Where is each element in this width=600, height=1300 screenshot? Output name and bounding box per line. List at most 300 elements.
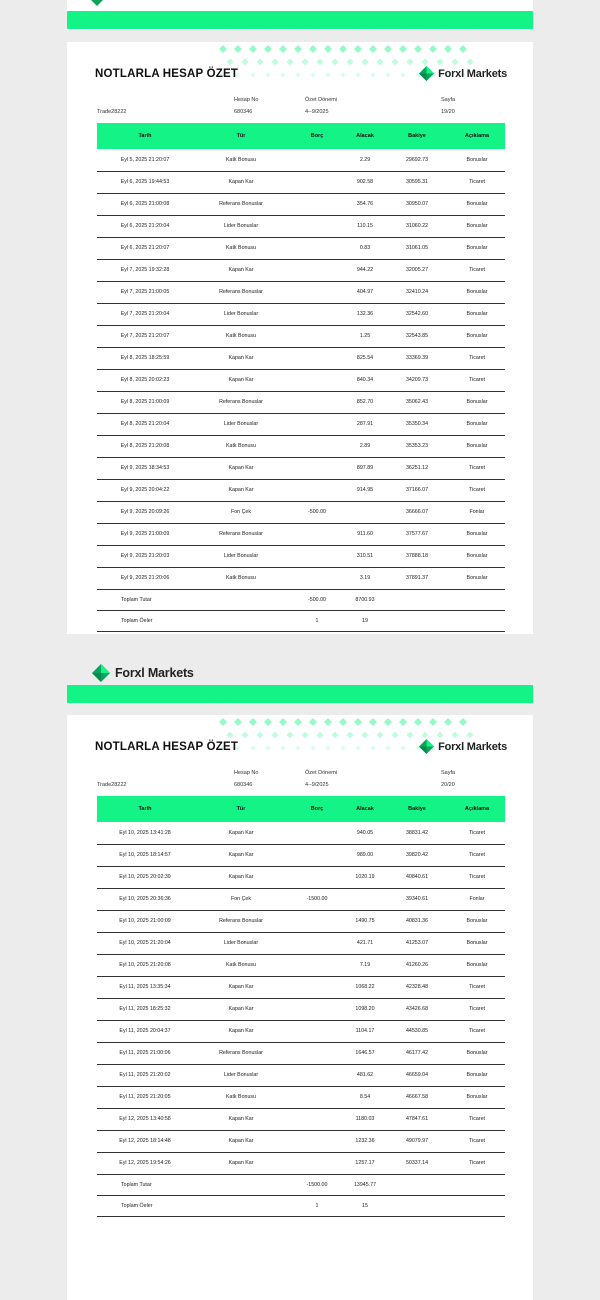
cell-date: Eyl 6, 2025 21:20:07 [97, 237, 193, 259]
empty-cell [385, 589, 449, 610]
cell-description: Bonuslar [449, 910, 505, 932]
table-row [97, 567, 505, 589]
diamond-shape [354, 718, 362, 726]
column-header-date: Tarih [97, 123, 193, 149]
page-title: NOTLARLA HESAP ÖZET [95, 68, 239, 80]
cell-description: Ticaret [449, 369, 505, 391]
account-label: Hesap No [234, 97, 259, 103]
forxl-logo-icon [419, 739, 434, 754]
cell-description: Bonuslar [449, 1086, 505, 1108]
table-row [97, 347, 505, 369]
column-header-credit: Alacak [345, 123, 385, 149]
cell-credit: 1232.36 [345, 1130, 385, 1152]
period-value: 4--9/2025 [305, 782, 329, 788]
cell-date: Eyl 10, 2025 20:02:39 [97, 866, 193, 888]
diamond-shape [317, 732, 324, 739]
diamond-shape [377, 59, 384, 66]
cell-balance: 35353.23 [385, 435, 449, 457]
table-row [97, 171, 505, 193]
table-row [97, 413, 505, 435]
diamond-shape [310, 745, 315, 750]
cell-description: Ticaret [449, 347, 505, 369]
table-row [97, 237, 505, 259]
diamond-shape [242, 59, 249, 66]
diamond-shape [325, 72, 330, 77]
cell-type: Kapan Kar [193, 1130, 289, 1152]
cell-type: Kapan Kar [193, 844, 289, 866]
cell-balance: 32543.85 [385, 325, 449, 347]
diamond-shape [437, 59, 444, 66]
empty-cell [449, 1195, 505, 1216]
cell-description: Bonuslar [449, 1064, 505, 1086]
total-count-row-debit: 1 [289, 1195, 345, 1216]
cell-description: Bonuslar [449, 303, 505, 325]
page-number: 20/20 [441, 782, 455, 788]
diamond-shape [369, 45, 377, 53]
column-header-date: Tarih [97, 796, 193, 822]
diamond-shape [459, 718, 467, 726]
cell-debit [289, 1064, 345, 1086]
cell-type: Kapan Kar [193, 866, 289, 888]
diamond-shape [294, 718, 302, 726]
table-row [97, 954, 505, 976]
total-amount-row-credit: 8700.93 [345, 589, 385, 610]
cell-description: Bonuslar [449, 954, 505, 976]
diamond-shape [279, 45, 287, 53]
cell-description: Bonuslar [449, 193, 505, 215]
cell-type: Katk Bonusu [193, 237, 289, 259]
cell-type: Referans Bonuslar [193, 1042, 289, 1064]
cell-type: Kapan Kar [193, 457, 289, 479]
cell-balance: 34209.73 [385, 369, 449, 391]
cell-balance: 37888.18 [385, 545, 449, 567]
diamond-shape [227, 59, 234, 66]
cell-type: Katk Bonusu [193, 435, 289, 457]
diamond-shape [219, 45, 227, 53]
cell-balance: 38831.42 [385, 822, 449, 844]
cell-credit: 897.89 [345, 457, 385, 479]
cell-balance: 46177.42 [385, 1042, 449, 1064]
diamond-shape [459, 45, 467, 53]
column-header-debit: Borç [289, 123, 345, 149]
cell-debit [289, 413, 345, 435]
total-count-row-credit: 15 [345, 1195, 385, 1216]
diamond-shape [467, 732, 474, 739]
cell-date: Eyl 12, 2025 13:40:58 [97, 1108, 193, 1130]
cell-credit: 911.60 [345, 523, 385, 545]
diamond-shape [392, 59, 399, 66]
diamond-shape [407, 59, 414, 66]
cell-date: Eyl 11, 2025 21:20:02 [97, 1064, 193, 1086]
diamond-shape [332, 59, 339, 66]
footer-green-bar [67, 685, 533, 703]
cell-debit [289, 1130, 345, 1152]
cell-debit [289, 193, 345, 215]
diamond-shape [250, 72, 255, 77]
table-row [97, 932, 505, 954]
table-row [97, 1108, 505, 1130]
logo-fragment-icon [91, 0, 103, 6]
cell-date: Eyl 6, 2025 19:44:53 [97, 171, 193, 193]
cell-type: Katk Bonusu [193, 325, 289, 347]
diamond-shape [234, 718, 242, 726]
table-row [97, 369, 505, 391]
cell-debit [289, 567, 345, 589]
diamond-shape [384, 718, 392, 726]
account-number: 680346 [234, 109, 253, 115]
diamond-shape [362, 59, 369, 66]
table-row [97, 457, 505, 479]
cell-credit: 310.51 [345, 545, 385, 567]
cell-description: Ticaret [449, 866, 505, 888]
cell-description: Bonuslar [449, 567, 505, 589]
table-header-row [97, 123, 505, 149]
empty-cell [193, 1174, 289, 1195]
diamond-shape [272, 732, 279, 739]
cell-debit [289, 523, 345, 545]
cell-description: Fonlar [449, 501, 505, 523]
cell-debit [289, 1108, 345, 1130]
diamond-shape [272, 59, 279, 66]
cell-debit [289, 171, 345, 193]
cell-type: Fon Çek [193, 501, 289, 523]
cell-description: Bonuslar [449, 523, 505, 545]
cell-balance: 49079.97 [385, 1130, 449, 1152]
cell-description: Bonuslar [449, 1042, 505, 1064]
cell-type: Lider Bonuslar [193, 303, 289, 325]
table-body [97, 149, 505, 631]
cell-balance: 32410.24 [385, 281, 449, 303]
cell-type: Katk Bonusu [193, 149, 289, 171]
cell-date: Eyl 8, 2025 20:02:23 [97, 369, 193, 391]
cell-credit: 989.00 [345, 844, 385, 866]
table-row [97, 1042, 505, 1064]
cell-credit: 404.97 [345, 281, 385, 303]
diamond-shape [385, 72, 390, 77]
empty-cell [193, 1195, 289, 1216]
cell-date: Eyl 8, 2025 18:25:59 [97, 347, 193, 369]
total-amount-row [97, 589, 505, 610]
total-amount-row-debit: -1500.00 [289, 1174, 345, 1195]
statement-page-19 [67, 42, 533, 680]
cell-balance: 43426.68 [385, 998, 449, 1020]
footer-logo [92, 664, 194, 682]
cell-balance: 33369.39 [385, 347, 449, 369]
diamond-shape [264, 45, 272, 53]
total-count-row-date: Toplam Öeler [97, 1195, 193, 1216]
cell-type: Katk Bonusu [193, 567, 289, 589]
forxl-logo-icon [92, 664, 110, 682]
diamond-shape [280, 745, 285, 750]
diamond-shape [437, 732, 444, 739]
cell-debit [289, 932, 345, 954]
table-row [97, 501, 505, 523]
cell-description: Bonuslar [449, 435, 505, 457]
cell-debit [289, 954, 345, 976]
cell-date: Eyl 7, 2025 19:32:28 [97, 259, 193, 281]
cell-description: Bonuslar [449, 149, 505, 171]
period-value: 4--9/2025 [305, 109, 329, 115]
cell-type: Kapan Kar [193, 998, 289, 1020]
diamond-shape [227, 732, 234, 739]
cell-description: Ticaret [449, 457, 505, 479]
table-row [97, 1130, 505, 1152]
cell-description: Bonuslar [449, 932, 505, 954]
total-count-row [97, 1195, 505, 1216]
cell-date: Eyl 9, 2025 21:00:09 [97, 523, 193, 545]
diamond-shape [340, 72, 345, 77]
diamond-shape [332, 732, 339, 739]
diamond-shape [355, 745, 360, 750]
diamond-shape [347, 732, 354, 739]
cell-balance: 42328.48 [385, 976, 449, 998]
cell-type: Kapan Kar [193, 259, 289, 281]
cell-type: Referans Bonuslar [193, 281, 289, 303]
cell-date: Eyl 10, 2025 18:14:57 [97, 844, 193, 866]
table-row [97, 215, 505, 237]
cell-date: Eyl 7, 2025 21:20:07 [97, 325, 193, 347]
page-label: Sayfa [441, 97, 456, 103]
column-header-type: Tür [193, 796, 289, 822]
cell-credit: 1104.17 [345, 1020, 385, 1042]
cell-type: Lider Bonuslar [193, 932, 289, 954]
diamond-shape [302, 59, 309, 66]
cell-debit [289, 822, 345, 844]
diamond-shape [467, 59, 474, 66]
account-number: 680346 [234, 782, 253, 788]
cell-description: Ticaret [449, 998, 505, 1020]
diamond-shape [400, 745, 405, 750]
cell-credit: 944.22 [345, 259, 385, 281]
cell-description: Ticaret [449, 1152, 505, 1174]
cell-date: Eyl 7, 2025 21:20:04 [97, 303, 193, 325]
cell-balance: 44530.85 [385, 1020, 449, 1042]
diamond-shape [317, 59, 324, 66]
cell-date: Eyl 7, 2025 21:00:05 [97, 281, 193, 303]
cell-type: Fon Çek [193, 888, 289, 910]
diamond-shape [287, 732, 294, 739]
table-row [97, 149, 505, 171]
diamond-shape [309, 45, 317, 53]
diamond-shape [325, 745, 330, 750]
cell-description: Ticaret [449, 1020, 505, 1042]
cell-credit: 1020.19 [345, 866, 385, 888]
brand-logo [419, 739, 507, 754]
table-body [97, 822, 505, 1216]
cell-debit [289, 1020, 345, 1042]
cell-debit [289, 391, 345, 413]
cell-date: Eyl 11, 2025 20:04:37 [97, 1020, 193, 1042]
cell-credit: 940.05 [345, 822, 385, 844]
table-row [97, 435, 505, 457]
cell-credit: 421.71 [345, 932, 385, 954]
diamond-shape [340, 745, 345, 750]
account-label: Hesap No [234, 770, 259, 776]
table-row [97, 822, 505, 844]
cell-debit [289, 369, 345, 391]
cell-debit [289, 1152, 345, 1174]
diamond-shape [370, 72, 375, 77]
cell-description: Bonuslar [449, 237, 505, 259]
table-row [97, 193, 505, 215]
table-row [97, 1064, 505, 1086]
cell-date: Eyl 8, 2025 21:20:08 [97, 435, 193, 457]
cell-credit: 8.54 [345, 1086, 385, 1108]
empty-cell [193, 610, 289, 631]
empty-cell [385, 1174, 449, 1195]
diamond-shape [339, 45, 347, 53]
cell-description: Ticaret [449, 259, 505, 281]
cell-balance: 46659.04 [385, 1064, 449, 1086]
cell-balance: 37577.67 [385, 523, 449, 545]
diamond-shape [429, 45, 437, 53]
empty-cell [385, 1195, 449, 1216]
total-amount-row-debit: -500.00 [289, 589, 345, 610]
cell-type: Kapan Kar [193, 479, 289, 501]
cell-credit: 287.91 [345, 413, 385, 435]
cell-description: Ticaret [449, 1130, 505, 1152]
diamond-shape [377, 732, 384, 739]
cell-balance: 32542.60 [385, 303, 449, 325]
diamond-shape [294, 45, 302, 53]
cell-date: Eyl 8, 2025 21:00:09 [97, 391, 193, 413]
table-row [97, 259, 505, 281]
cell-credit: 0.83 [345, 237, 385, 259]
footer-green-bar-top [67, 11, 533, 29]
cell-credit: 2.89 [345, 435, 385, 457]
diamond-shape [219, 718, 227, 726]
cell-debit [289, 215, 345, 237]
diamond-shape [354, 45, 362, 53]
cell-debit [289, 844, 345, 866]
cell-type: Kapan Kar [193, 1020, 289, 1042]
empty-cell [385, 610, 449, 631]
cell-balance: 40840.61 [385, 866, 449, 888]
diamond-shape [324, 718, 332, 726]
diamond-shape [250, 745, 255, 750]
table-row [97, 391, 505, 413]
total-amount-row-date: Toplam Tutar [97, 589, 193, 610]
diamond-shape [249, 45, 257, 53]
cell-balance: 35062.43 [385, 391, 449, 413]
cell-balance: 37166.07 [385, 479, 449, 501]
diamond-shape [444, 45, 452, 53]
cell-balance: 30950.07 [385, 193, 449, 215]
cell-credit: 110.15 [345, 215, 385, 237]
table-row [97, 325, 505, 347]
cell-credit: 902.58 [345, 171, 385, 193]
column-header-debit: Borç [289, 796, 345, 822]
diamond-shape [264, 718, 272, 726]
cell-balance: 29692.73 [385, 149, 449, 171]
diamond-shape [265, 72, 270, 77]
cell-credit [345, 501, 385, 523]
diamond-shape [362, 732, 369, 739]
cell-date: Eyl 5, 2025 21:20:07 [97, 149, 193, 171]
cell-debit [289, 866, 345, 888]
cell-date: Eyl 10, 2025 21:20:04 [97, 932, 193, 954]
empty-cell [449, 1174, 505, 1195]
user-id: Trade28222 [97, 782, 127, 788]
cell-balance: 39820.42 [385, 844, 449, 866]
diamond-shape [422, 732, 429, 739]
diamond-shape [422, 59, 429, 66]
table-row [97, 976, 505, 998]
diamond-shape [347, 59, 354, 66]
column-header-description: Açıklama [449, 796, 505, 822]
cell-credit: 354.76 [345, 193, 385, 215]
cell-balance: 39340.61 [385, 888, 449, 910]
cell-type: Referans Bonuslar [193, 391, 289, 413]
cell-date: Eyl 8, 2025 21:20:04 [97, 413, 193, 435]
diamond-shape [429, 718, 437, 726]
diamond-shape [280, 72, 285, 77]
table-row [97, 1152, 505, 1174]
cell-date: Eyl 9, 2025 21:20:03 [97, 545, 193, 567]
table-row [97, 281, 505, 303]
total-count-row-debit: 1 [289, 610, 345, 631]
table-row [97, 523, 505, 545]
cell-date: Eyl 11, 2025 21:00:06 [97, 1042, 193, 1064]
diamond-shape [265, 745, 270, 750]
cell-balance: 41253.07 [385, 932, 449, 954]
diamond-shape [452, 732, 459, 739]
cell-credit: 1257.17 [345, 1152, 385, 1174]
empty-cell [449, 610, 505, 631]
cell-credit: 481.62 [345, 1064, 385, 1086]
cell-description: Ticaret [449, 171, 505, 193]
diamond-shape [444, 718, 452, 726]
cell-balance: 35350.34 [385, 413, 449, 435]
cell-type: Kapan Kar [193, 976, 289, 998]
table-row [97, 910, 505, 932]
cell-description: Fonlar [449, 888, 505, 910]
brand-name: Forxl Markets [438, 740, 507, 753]
cell-credit [345, 888, 385, 910]
cell-description: Bonuslar [449, 281, 505, 303]
column-header-type: Tür [193, 123, 289, 149]
diamond-shape [310, 72, 315, 77]
table-row [97, 866, 505, 888]
diamond-shape [257, 59, 264, 66]
cell-description: Ticaret [449, 844, 505, 866]
cell-date: Eyl 10, 2025 20:36:36 [97, 888, 193, 910]
cell-balance: 36251.12 [385, 457, 449, 479]
diamond-shape [369, 718, 377, 726]
diamond-shape [385, 745, 390, 750]
cell-description: Bonuslar [449, 413, 505, 435]
diamond-shape [295, 745, 300, 750]
total-amount-row [97, 1174, 505, 1195]
cell-type: Lider Bonuslar [193, 1064, 289, 1086]
cell-debit: -500.00 [289, 501, 345, 523]
diamond-shape [287, 59, 294, 66]
cell-balance: 31060.22 [385, 215, 449, 237]
cell-date: Eyl 10, 2025 13:41:28 [97, 822, 193, 844]
diamond-shape [370, 745, 375, 750]
cell-debit [289, 1042, 345, 1064]
empty-cell [449, 589, 505, 610]
cell-credit: 3.19 [345, 567, 385, 589]
cell-type: Katk Bonusu [193, 954, 289, 976]
cell-debit [289, 976, 345, 998]
diamond-shape [302, 732, 309, 739]
cell-balance: 32005.27 [385, 259, 449, 281]
cell-debit [289, 457, 345, 479]
cell-date: Eyl 12, 2025 19:54:26 [97, 1152, 193, 1174]
diamond-shape [309, 718, 317, 726]
diamond-shape [355, 72, 360, 77]
